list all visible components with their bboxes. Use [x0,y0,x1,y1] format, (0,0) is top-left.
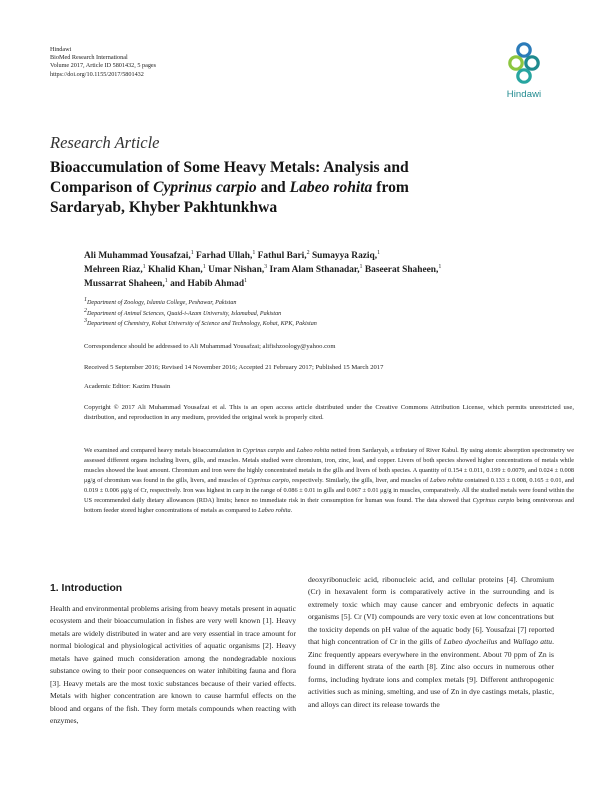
author: Mehreen Riaz,$^1$ [84,263,146,275]
intro-left-column: Health and environmental problems arising from heavy metals present in aquatic ecosystem and their bioaccumulation in fishes are very well known [1]. Heavy metals are widely distributed in water and are very essential in trace amount for normal biological and physiological activities of aquatic organisms [2]. Heavy metals have gained much consideration among the nondegradable noxious substance owing to their poor consequences on water inhibiting fauna and flora [3]. Heavy metals are the most toxic substances because of their varied effects. Metals with higher concentration are known to cause harmful effects on the blood and organs of the fish. They form metals compounds when reacting with enzymes, [50,604,296,726]
article-title [50,158,570,218]
author: Baseerat Shaheen,$^1$ [364,263,442,275]
copyright-notice: Copyright © 2017 Ali Muhammad Yousafzai et al. This is an open access article distributed under the Creative Commons Attribution License, which permits unrestricted use, distribution, and reproduction in any medium, provided the original work is properly cited. [84,404,574,421]
hindawi-logo [494,42,554,104]
author: Ali Muhammad Yousafzai,$^1$ [84,249,194,261]
section-heading-introduction: 1. Introduction [50,583,123,594]
affiliations [84,298,572,330]
affiliation: $^3$Department of Chemistry, Kohat University of Science and Technology, Kohat, KPK, Pakistan [84,318,317,328]
author: and Habib Ahmad$^1$ [170,277,248,289]
journal-name: BioMed Research International [50,54,128,62]
title-line-1: Bioaccumulation of Some Heavy Metals: Analysis and [50,159,409,176]
correspondence: Correspondence should be addressed to Ali Muhammad Yousafzai; alifishzoology@yahoo.com [84,343,336,350]
journal-header [50,46,156,79]
affiliation: $^1$Department of Zoology, Islamia College, Peshawar, Pakistan [84,296,237,306]
intro-right-column: deoxyribonucleic acid, ribonucleic acid, and cellular proteins [4]. Chromium (Cr) in hexavalent form is comparatively active in the surrounding and is extremely toxic which may cause cancer and embryonic defects in aquatic organisms [5]. Cr (VI) compounds are very toxic even at low concentrations but the toxicity depends on pH value of the aquatic body [6]. Yousafzai [7] reported that high concentration of Cr in the gills of Labeo dyocheilus and Wallago attu. Zinc frequently appears everywhere in the environment. About 70 ppm of Zn is found in different strata of the earth [8]. Zinc also occurs in numerous other forms, including hydrate ions and complex metals [9]. Different anthropogenic activities such as mining, smelting, and use of Zn in dye castings metals, plastic, and alloys can direct its release towards the [308,575,555,709]
publisher-name: Hindawi [50,46,72,53]
author-list [84,250,572,291]
author: Umar Nishan,$^3$ [208,263,268,275]
author: Mussarrat Shaheen,$^1$ [84,277,168,289]
abstract: We examined and compared heavy metals bioaccumulation in Cyprinus carpio and Labeo rohita netted from Sardaryab, a tributary of River Kabul. By using atomic absorption spectrometry we assessed different organs including livers, gills, and muscles. Metals studied were chromium, iron, zinc, lead, and copper. Livers of both species showed higher concentrations of metals while muscles showed the least amount. Chromium and iron were the highly concentrated metals in the gills and livers of both species. A quantity of 0.154 ± 0.011, 0.199 ± 0.0079, and 0.024 ± 0.008 μg/g of chromium was found in the gills, livers, and muscles of Cyprinus carpio, respectively. Similarly, the gills, liver, and muscles of Labeo rohita contained 0.133 ± 0.008, 0.165 ± 0.01, and 0.019 ± 0.006 μg/g of Cr, respectively. Iron was highest in carp in the range of 0.086 ± 0.01 in gills and 0.067 ± 0.01 μg/g in muscles, comparatively. All the studied metals were found within the US recommended daily dietary allowances (RDA) limits; hence no immediate risk in their consumption for human was found. The data showed that Cyprinus carpio being omnivorous and bottom feeder stored higher concentrations of metals as compared to Labeo rohita. [84,447,575,515]
affiliation: $^2$Department of Animal Sciences, Quaid-i-Azam University, Islamabad, Pakistan [84,307,282,317]
author: Fathul Bari,$^2$ [257,249,310,261]
author: Iram Alam Sthanadar,$^1$ [269,263,363,275]
title-line-3: Sardaryab, Khyber Pakhtunkhwa [50,199,278,216]
hindawi-logo-icon [494,42,554,88]
author: Farhad Ullah,$^1$ [196,249,256,261]
volume-line: Volume 2017, Article ID 5801432, 5 pages [50,62,157,70]
title-line-2: Comparison of Cyprinus carpio and Labeo rohita from [50,179,409,196]
doi-link[interactable]: https://doi.org/10.1155/2017/5801432 [50,70,144,78]
article-type: Research Article [50,133,160,152]
logo-text: Hindawi [506,89,542,100]
publication-dates: Received 5 September 2016; Revised 14 November 2016; Accepted 21 February 2017; Published 15 March 2017 [84,364,384,371]
academic-editor: Academic Editor: Kazim Husain [84,383,171,390]
author: Khalid Khan,$^1$ [148,263,206,275]
author: Sumayya Raziq,$^1$ [311,249,381,261]
